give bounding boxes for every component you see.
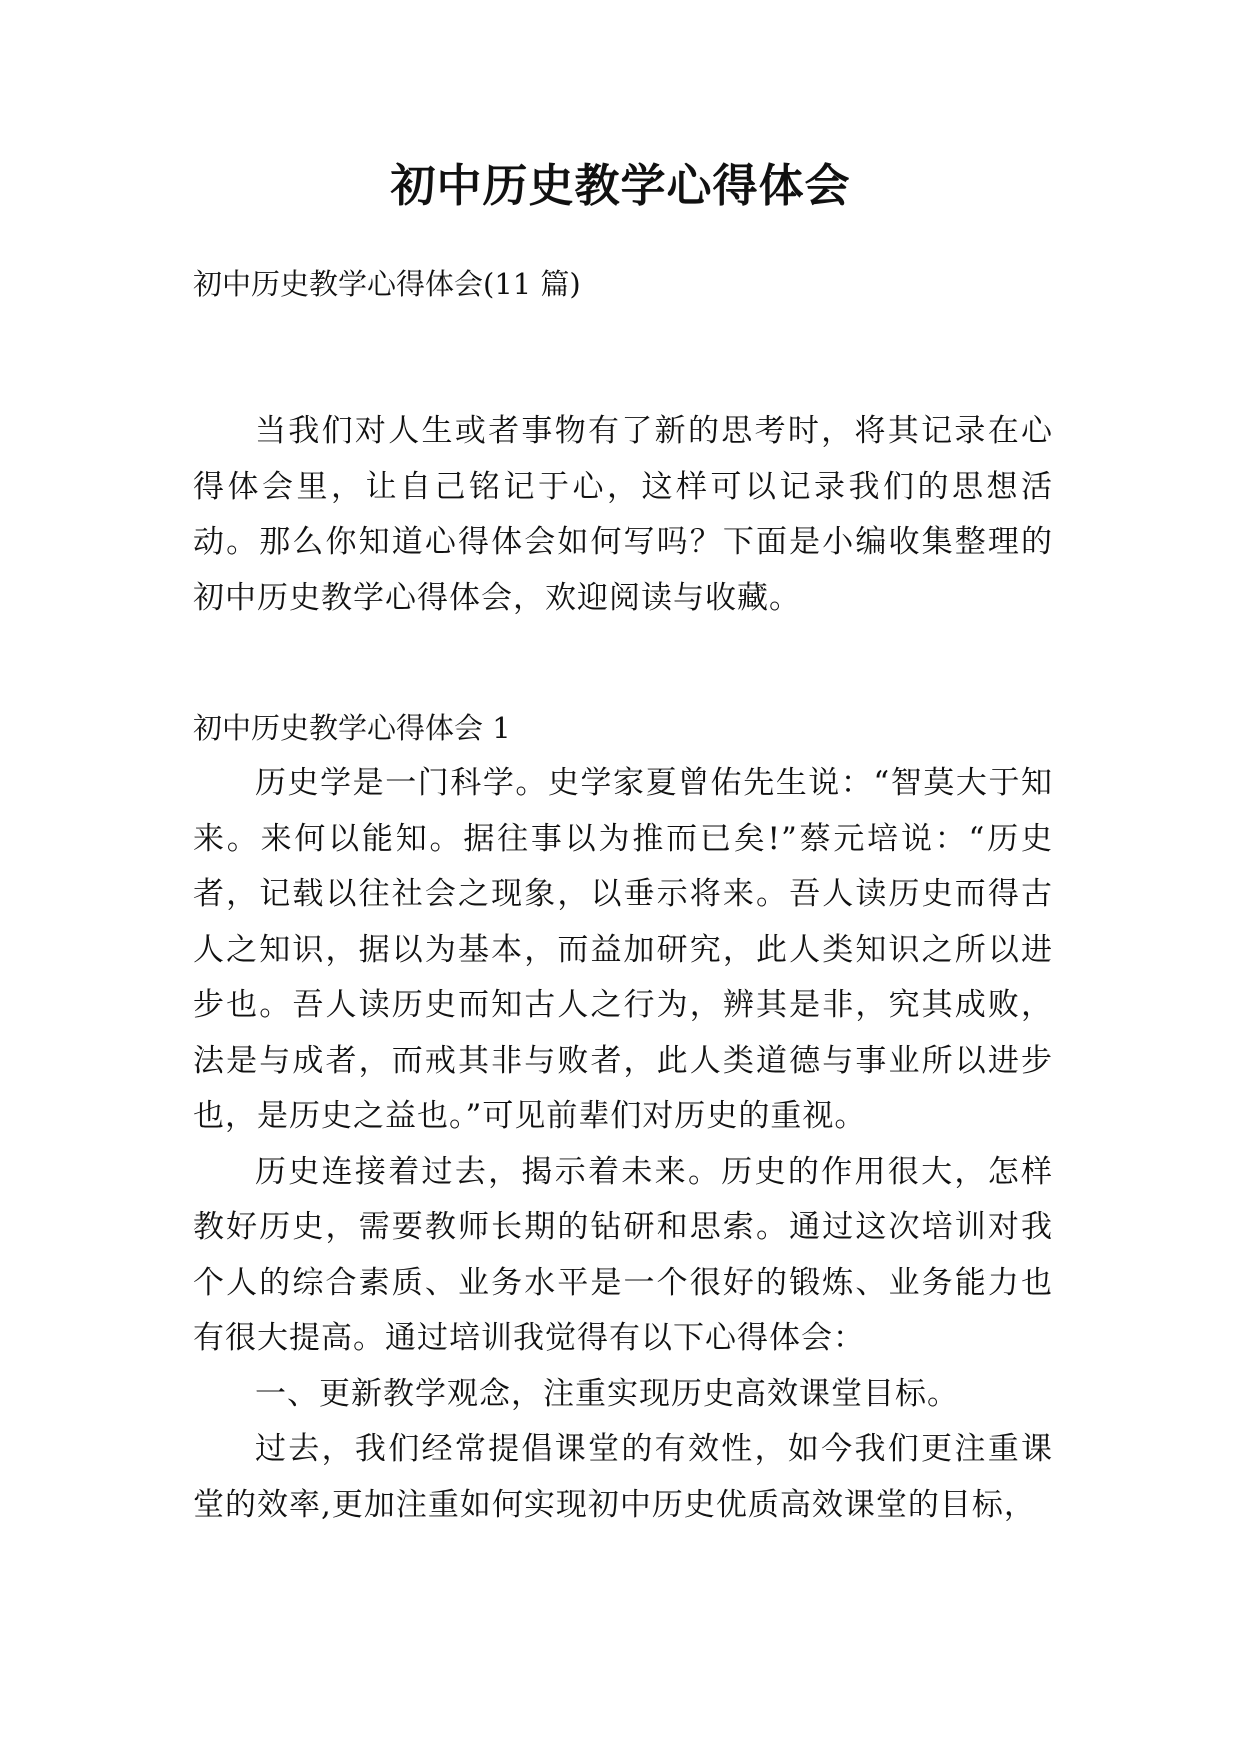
intro-paragraph: 当我们对人生或者事物有了新的思考时，将其记录在心得体会里，让自己铭记于心，这样可以记录我们的思想活动。那么你知道心得体会如何写吗？下面是小编收集整理的初中历史教学心得体会，欢迎阅读与收藏。	[193, 413, 1053, 616]
body-paragraph-4: 过去，我们经常提倡课堂的有效性，如今我们更注重课堂的效率,更加注重如何实现初中历史优质高效课堂的目标，	[193, 1431, 1053, 1523]
section-body	[193, 756, 1053, 1533]
document-title: 初中历史教学心得体会	[390, 159, 851, 212]
section-heading: 初中历史教学心得体会 1	[193, 711, 511, 745]
body-paragraph-2: 历史连接着过去，揭示着未来。历史的作用很大，怎样教好历史，需要教师长期的钻研和思索。通过这次培训对我个人的综合素质、业务水平是一个很好的锻炼、业务能力也有很大提高。通过培训我觉得有以下心得体会：	[193, 1153, 1053, 1356]
body-paragraph-1: 历史学是一门科学。史学家夏曾佑先生说：“智莫大于知来。来何以能知。据往事以为推而已矣!”蔡元培说：“历史者，记载以往社会之现象，以垂示将来。吾人读历史而得古人之知识，据以为基本，而益加研究，此人类知识之所以进步也。吾人读历史而知古人之行为，辨其是非，究其成败，法是与成者，而戒其非与败者，此人类道德与事业所以进步也，是历史之益也。”可见前辈们对历史的重视。	[193, 765, 1053, 1134]
body-paragraph-3: 一、更新教学观念，注重实现历史高效课堂目标。	[255, 1375, 959, 1412]
intro-block	[193, 404, 1053, 626]
document-subtitle: 初中历史教学心得体会(11 篇)	[193, 267, 581, 301]
